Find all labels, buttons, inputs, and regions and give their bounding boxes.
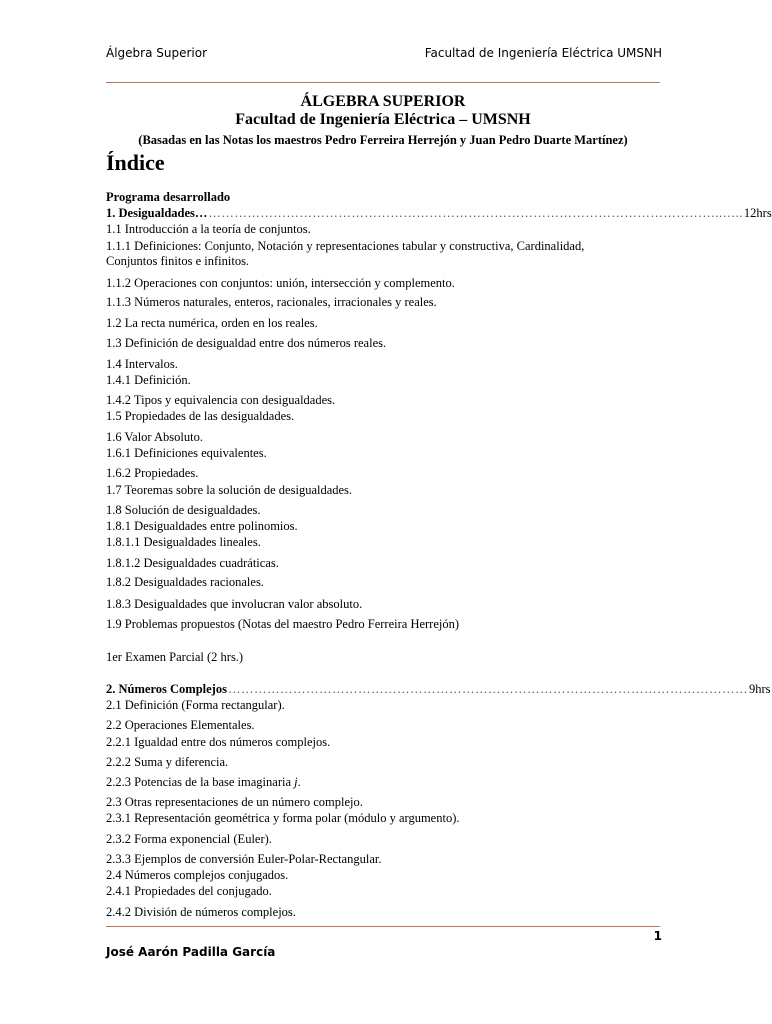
toc-item: 2.3 Otras representaciones de un número complejo. [106,795,363,809]
page-number: 1 [653,929,662,943]
section-1-leader-dots: ………………………………………………………………………………………………………..….. [208,206,743,220]
program-heading: Programa desarrollado [106,190,231,204]
toc-item: 1.8.1.2 Desigualdades cuadráticas. [106,556,279,570]
section-1-hours: 12hrs [743,206,772,220]
doc-subtitle: Facultad de Ingeniería Eléctrica – UMSNH [235,111,531,128]
toc-item: 2.3.1 Representación geométrica y forma polar (módulo y argumento). [106,811,460,825]
section-1-heading [106,206,772,221]
toc-item: 2.1 Definición (Forma rectangular). [106,698,285,712]
toc-item: 2.4 Números complejos conjugados. [106,868,289,882]
section-2-leader-dots: ………………………………………………………………………………………………………… [227,682,748,696]
toc-item: 1.7 Teoremas sobre la solución de desigualdades. [106,483,353,497]
toc-item: 1.4.2 Tipos y equivalencia con desigualdades. [106,393,336,407]
toc-item: 1.6.1 Definiciones equivalentes. [106,446,267,460]
toc-item: 1.1.3 Números naturales, enteros, racionales, irracionales y reales. [106,295,437,309]
footer-rule [106,926,660,927]
section-2-hours: 9hrs [748,682,771,696]
toc-item: 1.8.3 Desigualdades que involucran valor absoluto. [106,597,363,611]
toc-item: 1.6.2 Propiedades. [106,466,199,480]
toc-item: 1.4 Intervalos. [106,357,178,371]
doc-title: ÁLGEBRA SUPERIOR [300,93,466,110]
toc-item: 2.3.3 Ejemplos de conversión Euler-Polar-Rectangular. [106,852,382,866]
section-1-title: 1. Desigualdades… [106,206,208,220]
toc-item: 1.6 Valor Absoluto. [106,430,203,444]
section-2-title: 2. Números Complejos [106,682,227,696]
toc-item: 2.2.1 Igualdad entre dos números complejos. [106,735,331,749]
header-left: Álgebra Superior [106,46,208,60]
toc-item: Conjuntos finitos e infinitos. [106,254,250,268]
toc-item: 1.1.1 Definiciones: Conjunto, Notación y representaciones tabular y constructiva, Cardinalidad, [106,239,585,253]
toc-item: 2.4.2 División de números complejos. [106,905,296,919]
toc-item: 1.8.1.1 Desigualdades lineales. [106,535,261,549]
index-heading: Índice [106,150,165,175]
toc-item: 2.2 Operaciones Elementales. [106,718,255,732]
section-2-heading [106,682,771,697]
toc-item: 1.3 Definición de desigualdad entre dos números reales. [106,336,387,350]
toc-item: 1.8.2 Desigualdades racionales. [106,575,264,589]
toc-item: 1.1.2 Operaciones con conjuntos: unión, intersección y complemento. [106,276,455,290]
header-right: Facultad de Ingeniería Eléctrica UMSNH [424,46,662,60]
toc-item: 1.4.1 Definición. [106,373,191,387]
toc-item: 1.2 La recta numérica, orden en los reales. [106,316,318,330]
toc-item: 2.4.1 Propiedades del conjugado. [106,884,272,898]
toc-item: 1.9 Problemas propuestos (Notas del maestro Pedro Ferreira Herrejón) [106,617,460,631]
exam-note: 1er Examen Parcial (2 hrs.) [106,650,244,664]
toc-item: 2.3.2 Forma exponencial (Euler). [106,832,272,846]
toc-item: 2.2.2 Suma y diferencia. [106,755,229,769]
header-rule [106,82,660,83]
toc-item: 1.1 Introducción a la teoría de conjuntos. [106,222,311,236]
toc-item: 1.5 Propiedades de las desigualdades. [106,409,295,423]
doc-credit-note: (Basadas en las Notas los maestros Pedro Ferreira Herrejón y Juan Pedro Duarte Martínez) [138,133,628,147]
footer-author: José Aarón Padilla García [106,945,276,959]
toc-item: 2.2.3 Potencias de la base imaginaria j. [106,775,301,789]
toc-item: 1.8.1 Desigualdades entre polinomios. [106,519,298,533]
toc-item: 1.8 Solución de desigualdades. [106,503,261,517]
